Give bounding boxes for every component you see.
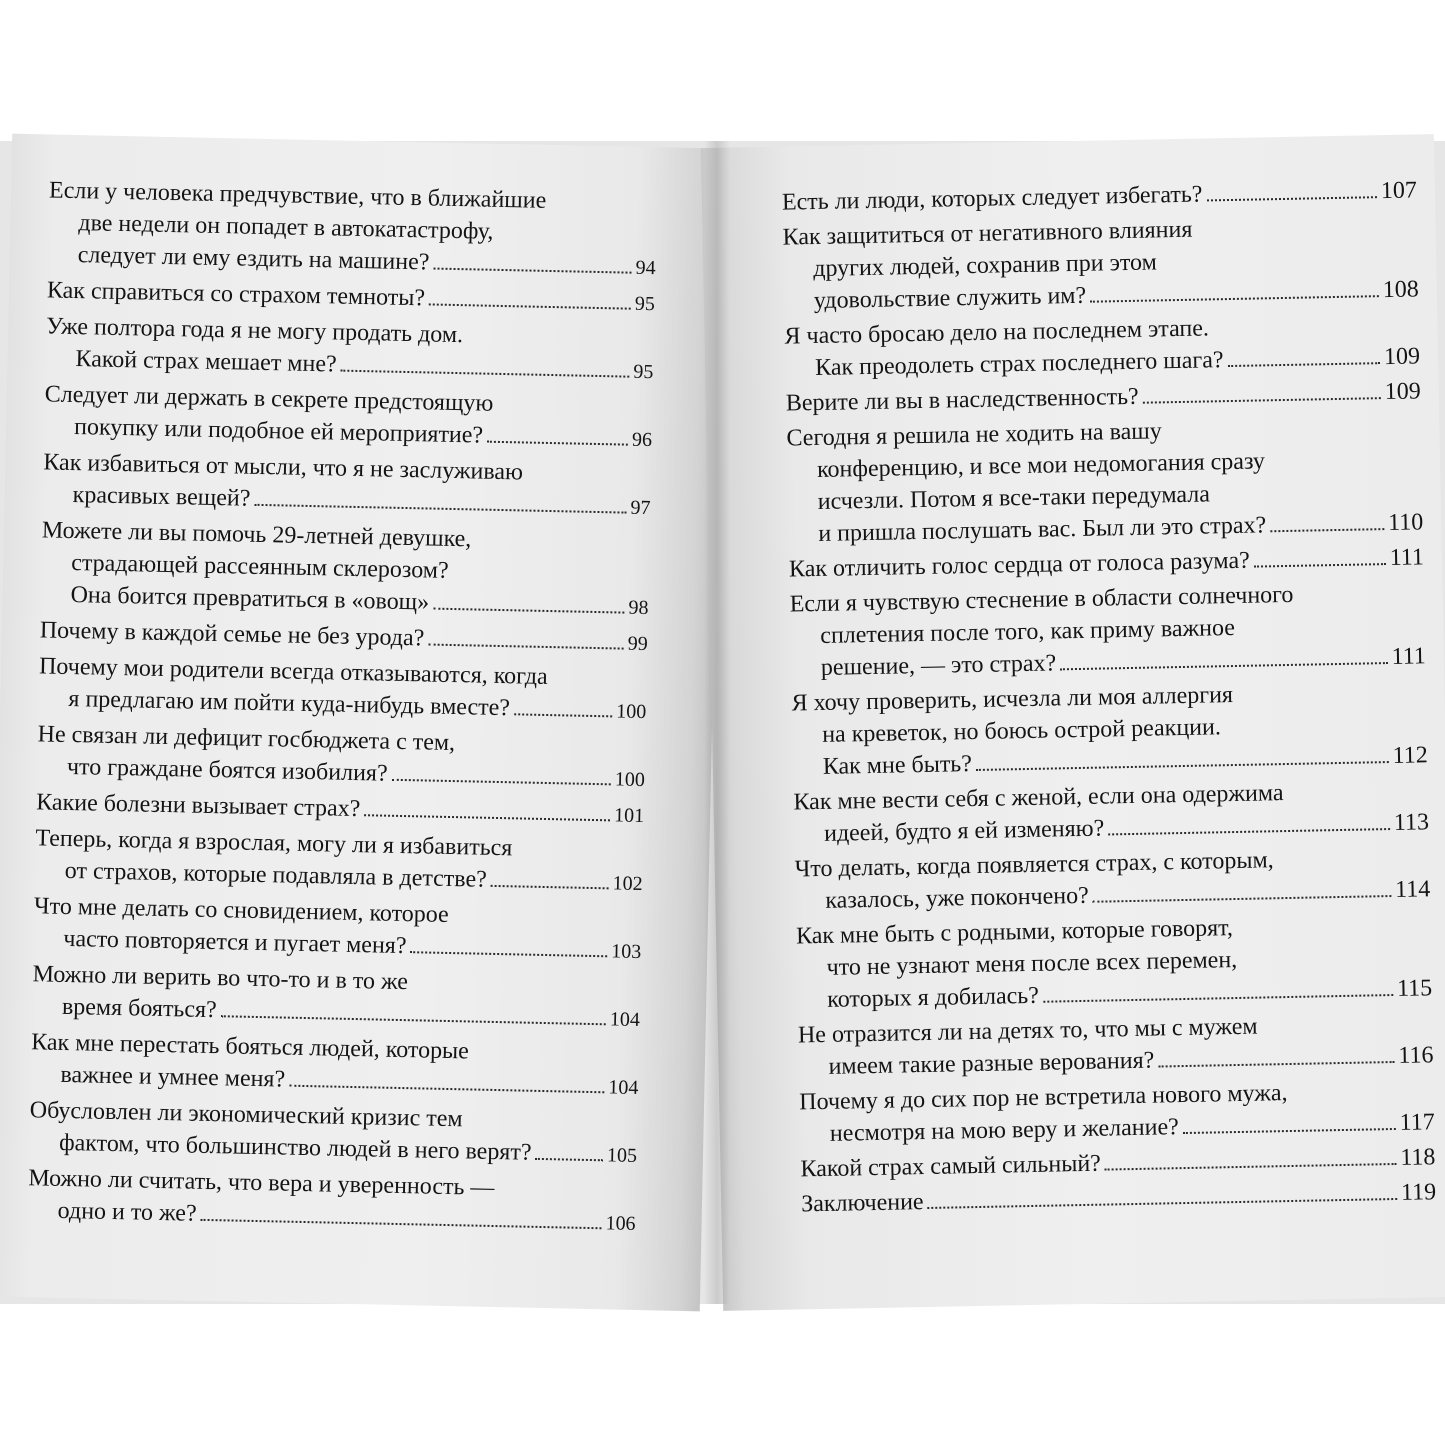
toc-entry-line: Не отразится ли на детях то, что мы с мужем bbox=[797, 1013, 1258, 1049]
toc-entry-line: казалось, уже покончено? bbox=[825, 882, 1090, 914]
dot-leader bbox=[1060, 662, 1387, 670]
dot-leader bbox=[254, 504, 626, 514]
dot-leader bbox=[487, 441, 628, 446]
toc-entry-line: Как справиться со страхом темноты? bbox=[46, 277, 426, 312]
dot-leader bbox=[535, 1158, 603, 1161]
toc-entry-line: Теперь, когда я взрослая, могу ли я избавиться bbox=[35, 825, 513, 862]
toc-entry-line: удовольствие служить им? bbox=[813, 282, 1087, 315]
toc-entry-line: Почему мои родители всегда отказываются, когда bbox=[38, 653, 548, 691]
open-book bbox=[0, 141, 1445, 1304]
toc-entry bbox=[40, 514, 650, 624]
dot-leader bbox=[341, 370, 630, 378]
toc-entry bbox=[798, 1007, 1434, 1083]
toc-entry-line: Почему я до сих пор не встретила нового мужа, bbox=[798, 1080, 1288, 1116]
page-number: 116 bbox=[1398, 1042, 1434, 1069]
toc-entry-line: несмотря на мою веру и желание? bbox=[829, 1114, 1180, 1147]
toc-entry-line: Она боится превратиться в «овощ» bbox=[70, 581, 430, 616]
dot-leader bbox=[289, 1085, 604, 1094]
toc-entry bbox=[799, 1074, 1435, 1150]
dot-leader bbox=[1090, 295, 1379, 303]
toc-entry-line: покупку или подобное ей мероприятие? bbox=[73, 414, 484, 449]
toc-entry-line: Обусловлен ли экономический кризис тем bbox=[29, 1097, 463, 1133]
dot-leader bbox=[1143, 397, 1381, 404]
toc-entry bbox=[786, 410, 1423, 550]
dot-leader bbox=[433, 268, 631, 274]
dot-leader bbox=[429, 303, 631, 309]
toc-entry-line: Можете ли вы помочь 29-летней девушке, bbox=[41, 517, 472, 553]
toc-entry-line: от страхов, которые подавляла в детстве? bbox=[64, 857, 488, 893]
toc-entry-line: я предлагаю им пойти куда-нибудь вместе? bbox=[68, 685, 511, 722]
toc-entry bbox=[33, 890, 642, 968]
toc-entry bbox=[793, 774, 1429, 850]
toc-entry-line: решение, — это страх? bbox=[820, 650, 1057, 681]
page-number: 106 bbox=[605, 1212, 636, 1235]
toc-entry bbox=[38, 650, 647, 728]
toc-entry-line: Следует ли держать в секрете предстоящую bbox=[44, 381, 494, 417]
dot-leader bbox=[1158, 1061, 1394, 1068]
toc-entry-line: Я часто бросаю дело на последнем этапе. bbox=[784, 315, 1210, 350]
toc-entry-line: сплетения после того, как приму важное bbox=[820, 614, 1236, 649]
toc-entry-line: Можно ли верить во что-то и в то же bbox=[32, 961, 409, 996]
page-number: 112 bbox=[1392, 742, 1428, 769]
dot-leader bbox=[410, 951, 607, 957]
page-number: 118 bbox=[1400, 1144, 1436, 1171]
toc-entry-line: Какие болезни вызывает страх? bbox=[35, 789, 361, 823]
toc-entry bbox=[791, 675, 1428, 783]
toc-entry-line: Есть ли люди, которых следует избегать? bbox=[781, 181, 1203, 216]
toc-entry-line: и пришла послушать вас. Был ли это страх? bbox=[818, 512, 1267, 547]
dot-leader bbox=[391, 779, 610, 786]
page-number: 105 bbox=[606, 1144, 638, 1167]
toc-entry-line: Можно ли считать, что вера и уверенность — bbox=[28, 1165, 495, 1201]
page-number: 110 bbox=[1387, 509, 1424, 537]
dot-leader bbox=[433, 608, 624, 614]
toc-entry-line: важнее и умнее меня? bbox=[60, 1061, 286, 1093]
dot-leader bbox=[1105, 1163, 1397, 1171]
toc-entry-line: Не связан ли дефицит госбюджета с тем, bbox=[37, 721, 456, 757]
page-number: 109 bbox=[1383, 343, 1421, 371]
toc-entry-line: Как защититься от негативного влияния bbox=[782, 216, 1193, 251]
toc-entry-line: Если я чувствую стеснение в области солнечного bbox=[789, 581, 1294, 618]
toc-entry-line: что не узнают меня после всех перемен, bbox=[826, 947, 1238, 981]
page-number: 96 bbox=[631, 428, 653, 452]
toc-entry-line: Уже полтора года я не могу продать дом. bbox=[45, 313, 464, 349]
page-number: 94 bbox=[635, 256, 656, 280]
dot-leader bbox=[1183, 1128, 1396, 1134]
dot-leader bbox=[364, 814, 610, 821]
page-number: 117 bbox=[1399, 1109, 1435, 1136]
page-number: 103 bbox=[611, 940, 642, 964]
toc-entry-line: Как мне быть? bbox=[822, 751, 973, 780]
toc-entry bbox=[34, 822, 643, 900]
toc-entry bbox=[44, 378, 653, 456]
toc-entry bbox=[32, 958, 641, 1036]
toc-entry-line: следует ли ему ездить на машине? bbox=[77, 242, 430, 276]
dot-leader bbox=[514, 713, 612, 717]
page-number: 99 bbox=[627, 632, 648, 656]
toc-entry-line: Какой страх самый сильный? bbox=[800, 1150, 1102, 1183]
toc-entry-line: Как мне вести себя с женой, если она одержима bbox=[793, 780, 1284, 816]
page-number: 100 bbox=[616, 700, 647, 724]
dot-leader bbox=[928, 1198, 1397, 1209]
toc-entry bbox=[794, 841, 1430, 917]
page-number: 97 bbox=[630, 496, 651, 520]
dot-leader bbox=[976, 761, 1389, 771]
toc-entry-line: Если у человека предчувствие, что в ближайшие bbox=[48, 177, 547, 214]
toc-list-right bbox=[782, 174, 1437, 1220]
toc-entry bbox=[796, 908, 1433, 1016]
toc-entry bbox=[47, 174, 657, 284]
page-number: 111 bbox=[1391, 643, 1427, 670]
dot-leader bbox=[1093, 895, 1391, 903]
dot-leader bbox=[428, 643, 623, 649]
toc-entry-line: Как отличить голос сердца от голоса разума? bbox=[788, 547, 1250, 583]
dot-leader bbox=[491, 885, 609, 889]
toc-entry-line: Верите ли вы в наследственность? bbox=[785, 383, 1139, 417]
page-number: 95 bbox=[634, 292, 656, 316]
toc-entry-line: Как мне быть с родными, которые говорят, bbox=[795, 915, 1234, 950]
toc-entry bbox=[42, 446, 651, 524]
toc-entry-line: Заключение bbox=[800, 1189, 924, 1218]
page-number: 104 bbox=[608, 1076, 639, 1099]
page-number: 104 bbox=[609, 1008, 641, 1032]
page-number: 113 bbox=[1393, 809, 1430, 836]
toc-entry-line: время бояться? bbox=[61, 993, 217, 1024]
page-number: 108 bbox=[1382, 276, 1419, 304]
toc-entry-line: Что мне делать со сновидением, которое bbox=[33, 893, 449, 928]
toc-entry bbox=[784, 308, 1420, 384]
dot-leader bbox=[1270, 528, 1384, 532]
page-number: 119 bbox=[1400, 1179, 1437, 1206]
toc-entry-line: две недели он попадет в автокатастрофу, bbox=[78, 210, 494, 245]
toc-entry-line: на креветок, но боюсь острой реакции. bbox=[821, 714, 1222, 748]
page-number: 114 bbox=[1394, 876, 1431, 903]
page-number: 98 bbox=[628, 596, 649, 620]
toc-entry-line: Я хочу проверить, исчезла ли моя аллергия bbox=[791, 682, 1234, 717]
page-number: 100 bbox=[614, 768, 646, 792]
toc-entry-line: фактом, что большинство людей в него верят? bbox=[58, 1129, 532, 1166]
toc-entry-line: других людей, сохранив при этом bbox=[812, 249, 1158, 283]
toc-entry bbox=[37, 718, 646, 796]
dot-leader bbox=[200, 1219, 601, 1229]
toc-entry-line: имеем такие разные верования? bbox=[828, 1047, 1155, 1080]
toc-entry-line: Сегодня я решила не ходить на вашу bbox=[786, 418, 1162, 452]
toc-entry-line: страдающей рассеянным склерозом? bbox=[71, 550, 449, 584]
toc-entry bbox=[27, 1162, 636, 1240]
toc-list-left bbox=[27, 174, 657, 1240]
toc-entry-line: Что делать, когда появляется страх, с которым, bbox=[794, 847, 1274, 883]
toc-entry-line: что граждане боятся изобилия? bbox=[66, 753, 388, 787]
toc-entry-line: Как преодолеть страх последнего шага? bbox=[814, 347, 1224, 381]
toc-entry bbox=[30, 1026, 639, 1104]
toc-entry-line: конференцию, и все мои недомогания сразу bbox=[816, 448, 1266, 483]
page-number: 101 bbox=[613, 804, 645, 828]
toc-entry bbox=[789, 576, 1426, 684]
page-number: 115 bbox=[1396, 975, 1433, 1002]
page-number: 109 bbox=[1384, 378, 1421, 406]
toc-entry-line: часто повторяется и пугает меня? bbox=[63, 925, 407, 960]
dot-leader bbox=[1228, 362, 1381, 367]
dot-leader bbox=[1254, 563, 1386, 568]
dot-leader bbox=[1207, 196, 1377, 201]
toc-entry-line: Какой страх мешает мне? bbox=[75, 346, 337, 378]
toc-entry-line: которых я добилась? bbox=[827, 982, 1040, 1013]
page-number: 111 bbox=[1389, 544, 1425, 571]
dot-leader bbox=[221, 1015, 606, 1025]
toc-entry bbox=[782, 209, 1419, 317]
dot-leader bbox=[1108, 828, 1390, 835]
toc-entry-line: одно и то же? bbox=[57, 1197, 197, 1227]
dot-leader bbox=[1043, 994, 1393, 1003]
page-number: 102 bbox=[612, 872, 643, 896]
toc-entry bbox=[45, 310, 654, 388]
page-number: 107 bbox=[1380, 177, 1418, 205]
toc-entry bbox=[29, 1094, 638, 1172]
right-page bbox=[701, 134, 1445, 1311]
toc-entry-line: исчезли. Потом я все-таки передумала bbox=[817, 481, 1211, 515]
toc-entry-line: Почему в каждой семье не без урода? bbox=[39, 617, 425, 652]
toc-entry-line: красивых вещей? bbox=[72, 482, 251, 512]
left-page bbox=[0, 134, 724, 1312]
toc-entry-line: Как избавиться от мысли, что я не заслуживаю bbox=[43, 449, 524, 486]
toc-entry-line: Как мне перестать бояться людей, которые bbox=[30, 1029, 470, 1065]
page-number: 95 bbox=[633, 360, 654, 384]
toc-entry-line: идеей, будто я ей изменяю? bbox=[823, 815, 1105, 847]
